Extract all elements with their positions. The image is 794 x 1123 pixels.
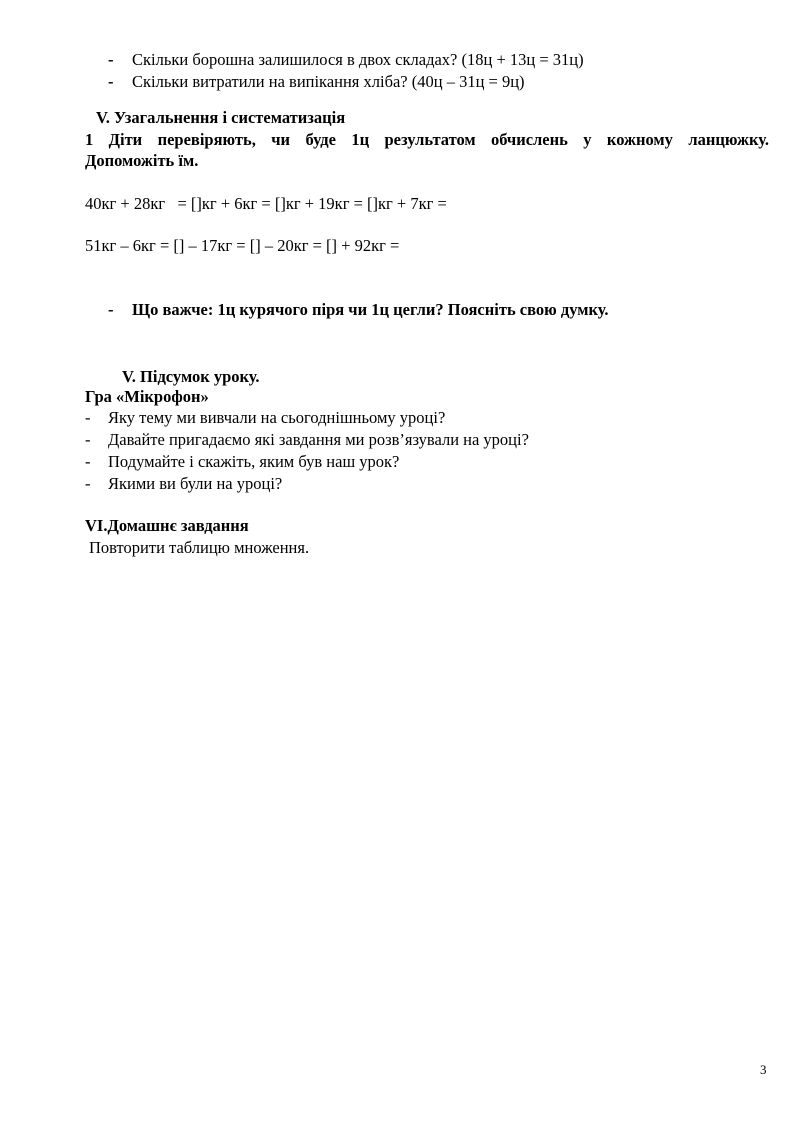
calc-chain-2: 51кг – 6кг = [] – 17кг = [] – 20кг = [] + 92кг = bbox=[85, 236, 400, 255]
bullet-dash: - bbox=[108, 300, 114, 319]
section-heading-homework: VI.Домашнє завдання bbox=[85, 516, 249, 535]
list-item-text: Яку тему ми вивчали на сьогоднішньому уроці? bbox=[108, 408, 446, 427]
list-item-text: Подумайте і скажіть, яким був наш урок? bbox=[108, 452, 400, 471]
top-question-text: Скільки борошна залишилося в двох складах? (18ц + 13ц = 31ц) bbox=[132, 50, 584, 69]
bullet-dash: - bbox=[85, 408, 91, 427]
task-text-line-1: 1 Діти перевіряють, чи буде 1ц результатом обчислень у кожному ланцюжку. bbox=[85, 130, 769, 149]
bullet-dash: - bbox=[85, 430, 91, 449]
bullet-dash: - bbox=[85, 452, 91, 471]
game-title: Гра «Мікрофон» bbox=[85, 387, 209, 406]
bullet-dash: - bbox=[108, 72, 114, 91]
calc-chain-1: 40кг + 28кг = []кг + 6кг = []кг + 19кг = []кг + 7кг = bbox=[85, 194, 447, 213]
list-item-text: Давайте пригадаємо які завдання ми розв’язували на уроці? bbox=[108, 430, 529, 449]
section-heading-summary: V. Підсумок уроку. bbox=[122, 367, 260, 386]
top-question-text: Скільки витратили на випікання хліба? (40ц – 31ц = 9ц) bbox=[132, 72, 525, 91]
section-heading-generalization: V. Узагальнення і систематизація bbox=[96, 108, 346, 127]
task-text-line-2: Допоможіть їм. bbox=[85, 151, 199, 170]
bullet-dash: - bbox=[85, 474, 91, 493]
bullet-dash: - bbox=[108, 50, 114, 69]
page-number: 3 bbox=[760, 1062, 767, 1077]
homework-text: Повторити таблицю множення. bbox=[89, 538, 310, 557]
list-item-text: Якими ви були на уроці? bbox=[108, 474, 283, 493]
weight-question-text: Що важче: 1ц курячого піря чи 1ц цегли? Поясніть свою думку. bbox=[132, 300, 609, 319]
